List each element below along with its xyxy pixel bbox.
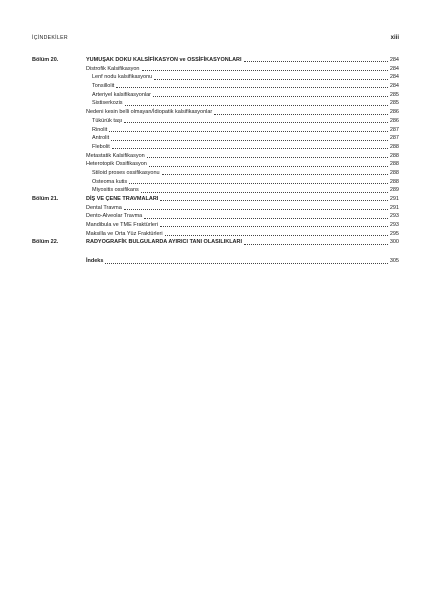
- entry-title: Distrofik Kalsifikasyon: [86, 65, 140, 72]
- toc-entry-row: [32, 134, 399, 143]
- toc-entry-row: [32, 65, 399, 74]
- entry-page-number: 293: [389, 222, 399, 229]
- chapter-label: Bölüm 20.: [32, 57, 59, 63]
- toc-line: [86, 238, 399, 247]
- entry-page-number: 288: [389, 152, 399, 159]
- entry-title: RADYOGRAFİK BULGULARDA AYIRICI TANI OLASILIKLARI: [86, 239, 243, 246]
- entry-title: Lenf nodu kalsifikasyonu: [92, 74, 153, 81]
- toc-entry-row: [32, 126, 399, 135]
- entry-page-number: 300: [389, 239, 399, 246]
- toc-line: [86, 212, 399, 221]
- entry-page-number: 288: [389, 178, 399, 185]
- toc-entry-row: [32, 230, 399, 239]
- entry-page-number: 288: [389, 169, 399, 176]
- entry-page-number: 293: [389, 213, 399, 220]
- toc-line: [86, 91, 399, 100]
- toc-line: [86, 230, 399, 239]
- entry-page-number: 291: [389, 196, 399, 202]
- entry-page-number: 286: [389, 109, 399, 116]
- toc-entry-row: [32, 73, 399, 82]
- toc-entry-row: [32, 117, 399, 126]
- dot-leader: [160, 200, 387, 201]
- entry-title: Antrolit: [92, 135, 110, 142]
- dot-leader: [129, 183, 388, 184]
- entry-title: Tükürük taşı: [92, 117, 123, 124]
- toc-line: [86, 257, 399, 266]
- dot-leader: [160, 226, 388, 227]
- toc-entry-row: [32, 152, 399, 161]
- entry-title: Metastatik Kalsifikasyon: [86, 152, 145, 159]
- entry-page-number: 295: [389, 230, 399, 237]
- toc-entry-row: [32, 186, 399, 195]
- entry-page-number: 285: [389, 100, 399, 107]
- dot-leader: [162, 174, 388, 175]
- page-number: xiii: [390, 35, 399, 41]
- toc-line: [86, 99, 399, 108]
- toc-line: [86, 195, 399, 204]
- dot-leader: [147, 157, 388, 158]
- entry-page-number: 285: [389, 91, 399, 98]
- toc-line: [86, 221, 399, 230]
- toc-entry-row: [32, 143, 399, 152]
- entry-title: Mandibula ve TME Fraktürleri: [86, 222, 159, 229]
- toc-entry-row: [32, 99, 399, 108]
- dot-leader: [149, 166, 388, 167]
- entry-title: DİŞ VE ÇENE TRAVMALARI: [86, 196, 159, 202]
- dot-leader: [244, 61, 388, 62]
- entry-title: İndeks: [86, 258, 104, 265]
- toc-line: [86, 126, 399, 135]
- dot-leader: [124, 122, 388, 123]
- entry-title: Osteoma kutis: [92, 178, 128, 185]
- toc-chapter-row: [32, 238, 399, 247]
- entry-title: Stiloid proses ossifikasyonu: [92, 169, 160, 176]
- dot-leader: [124, 209, 388, 210]
- dot-leader: [111, 140, 388, 141]
- entry-title: Maksilla ve Orta Yüz Fraktürleri: [86, 230, 163, 237]
- toc-line: [86, 82, 399, 91]
- toc-entry-row: [32, 160, 399, 169]
- toc-line: [86, 178, 399, 187]
- dot-leader: [116, 87, 387, 88]
- running-head: İÇİNDEKİLER: [32, 35, 68, 41]
- toc-line: [86, 186, 399, 195]
- entry-title: Heterotopik Ossifikasyon: [86, 161, 147, 168]
- entry-title: Nedeni kesin belli olmayan/İdiopatik kalsifikasyonlar: [86, 109, 213, 116]
- table-of-contents: [32, 56, 399, 266]
- entry-title: Flebolit: [92, 143, 110, 150]
- toc-chapter-row: [32, 56, 399, 65]
- toc-line: [86, 152, 399, 161]
- dot-leader: [125, 105, 388, 106]
- entry-page-number: 284: [389, 83, 399, 90]
- toc-line: [86, 143, 399, 152]
- chapter-label: Bölüm 22.: [32, 239, 59, 246]
- toc-entry-row: [32, 91, 399, 100]
- dot-leader: [109, 131, 388, 132]
- toc-line: [86, 204, 399, 213]
- entry-title: Tonsillolit: [92, 83, 115, 90]
- dot-leader: [112, 148, 388, 149]
- entry-page-number: 288: [389, 161, 399, 168]
- entry-page-number: 288: [389, 143, 399, 150]
- toc-entry-row: [32, 212, 399, 221]
- dot-leader: [153, 96, 388, 97]
- toc-line: [86, 73, 399, 82]
- toc-entry-row: [32, 108, 399, 117]
- entry-page-number: 287: [389, 135, 399, 142]
- dot-leader: [154, 79, 388, 80]
- toc-entry-row: [32, 178, 399, 187]
- toc-line: [86, 56, 399, 65]
- entry-page-number: 284: [389, 65, 399, 72]
- toc-line: [86, 160, 399, 169]
- toc-line: [86, 117, 399, 126]
- entry-title: YUMUŞAK DOKU KALSİFİKASYON ve OSSİFİKASYONLARI: [86, 57, 242, 63]
- toc-entry-row: [32, 169, 399, 178]
- entry-title: Dento-Alveolar Travma: [86, 213, 143, 220]
- entry-title: Dental Travma: [86, 204, 122, 211]
- entry-page-number: 284: [389, 74, 399, 81]
- entry-title: Sistiserkozis: [92, 100, 123, 107]
- toc-index-row: [32, 257, 399, 266]
- toc-chapter-row: [32, 195, 399, 204]
- dot-leader: [141, 192, 388, 193]
- entry-page-number: 305: [389, 258, 399, 265]
- toc-line: [86, 65, 399, 74]
- entry-title: Arteriyel kalsifikasyonlar: [92, 91, 151, 98]
- chapter-label: Bölüm 21.: [32, 196, 59, 202]
- dot-leader: [144, 218, 388, 219]
- dot-leader: [142, 70, 388, 71]
- toc-entry-row: [32, 82, 399, 91]
- toc-spacer: [32, 247, 399, 257]
- entry-page-number: 284: [389, 57, 399, 63]
- entry-page-number: 286: [389, 117, 399, 124]
- entry-page-number: 291: [389, 204, 399, 211]
- dot-leader: [165, 235, 388, 236]
- dot-leader: [105, 263, 387, 264]
- toc-line: [86, 134, 399, 143]
- toc-entry-row: [32, 221, 399, 230]
- toc-line: [86, 169, 399, 178]
- toc-entry-row: [32, 204, 399, 213]
- entry-title: Rinolit: [92, 126, 108, 133]
- entry-page-number: 289: [389, 187, 399, 194]
- dot-leader: [244, 244, 388, 245]
- toc-line: [86, 108, 399, 117]
- entry-title: Miyositis ossifikans: [92, 187, 139, 194]
- dot-leader: [214, 114, 388, 115]
- page-header: [32, 35, 399, 45]
- entry-page-number: 287: [389, 126, 399, 133]
